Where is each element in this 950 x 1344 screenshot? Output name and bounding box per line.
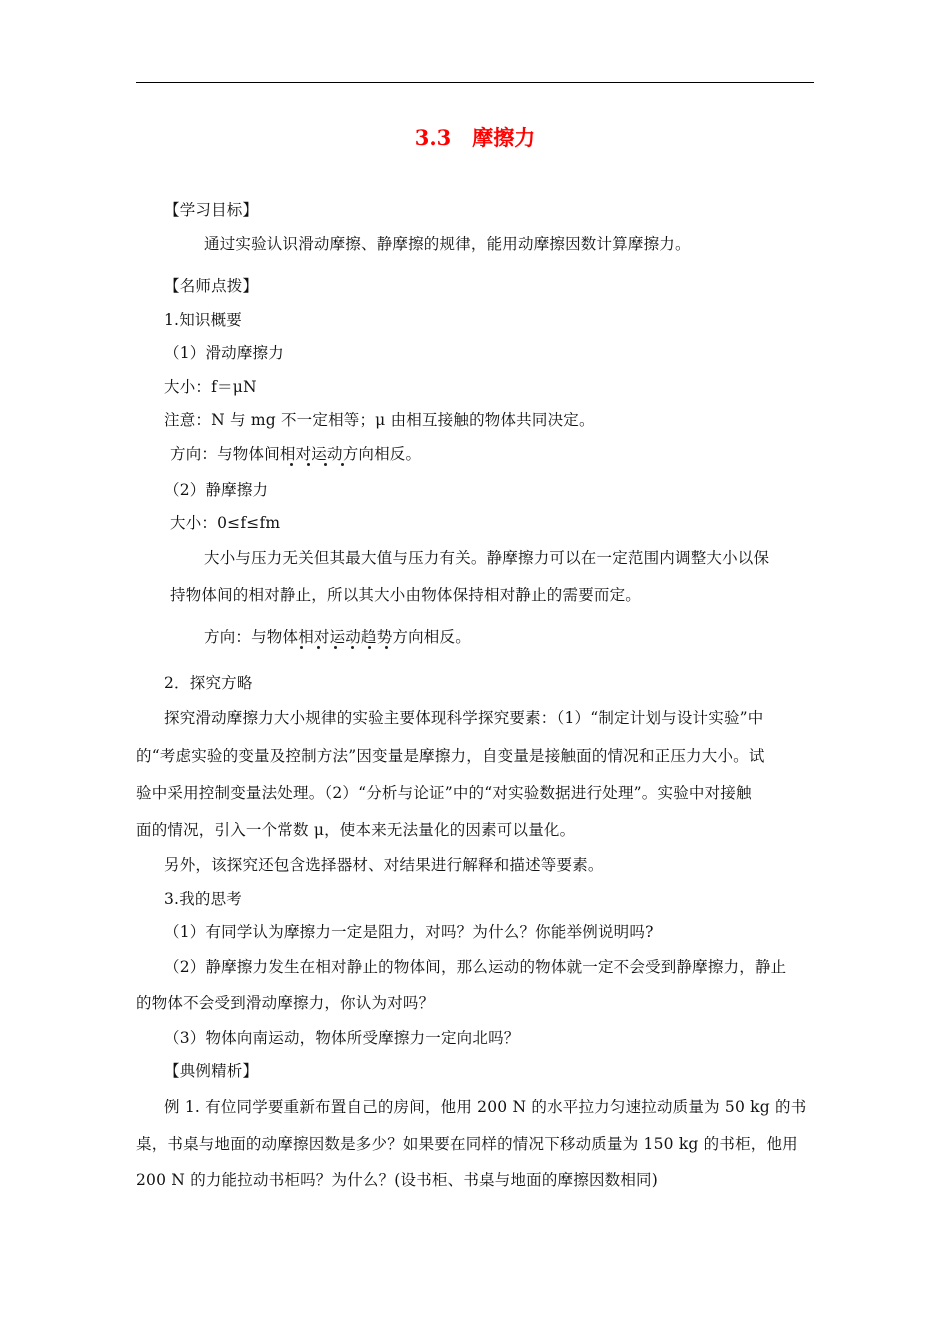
thinking-q3: （3）物体向南运动，物体所受摩擦力一定向北吗？ [164, 1029, 520, 1047]
page-title: 3.3 摩擦力 [414, 125, 536, 150]
strategy-line3: 验中采用控制变量法处理。（2）“分析与论证”中的“对实验数据进行处理”。实验中对接触 [136, 784, 752, 802]
thinking-q2-line1: （2）静摩擦力发生在相对静止的物体间，那么运动的物体就一定不会受到静摩擦力，静止 [164, 958, 787, 976]
objectives-text: 通过实验认识滑动摩擦、静摩擦的规律，能用动摩擦因数计算摩擦力。 [204, 235, 691, 253]
static-direction: 方向：与物体相对运动趋势方向相反。 [204, 628, 471, 646]
example1-line2: 桌，书桌与地面的动摩擦因数是多少？如果要在同样的情况下移动质量为 150 kg 的书柜，他用 [136, 1135, 798, 1153]
objectives-heading: 【学习目标】 [164, 201, 259, 219]
strategy-line2: 的“考虑实验的变量及控制方法”因变量是摩擦力，自变量是接触面的情况和正压力大小。试 [136, 747, 765, 765]
thinking-q2-line2: 的物体不会受到滑动摩擦力，你认为对吗？ [136, 994, 435, 1012]
section1-title: 1.知识概要 [164, 311, 242, 329]
static-paragraph-line1: 大小与压力无关但其最大值与压力有关。静摩擦力可以在一定范围内调整大小以保 [204, 549, 770, 567]
thinking-title: 3.我的思考 [164, 890, 242, 908]
static-size: 大小：0≤f≤fm [170, 514, 281, 532]
examples-heading: 【典例精析】 [164, 1062, 259, 1080]
example1-line3: 200 N 的力能拉动书柜吗？为什么？(设书柜、书桌与地面的摩擦因数相同) [136, 1171, 658, 1189]
static-title: （2）静摩擦力 [164, 481, 269, 499]
strategy-line1: 探究滑动摩擦力大小规律的实验主要体现科学探究要素：（1）“制定计划与设计实验”中 [164, 709, 764, 727]
sliding-size: 大小：f＝μN [164, 378, 257, 396]
sliding-direction: 方向：与物体间相对运动方向相反。 [170, 445, 422, 463]
strategy-title: 2．探究方略 [164, 674, 253, 692]
static-paragraph-line2: 持物体间的相对静止，所以其大小由物体保持相对静止的需要而定。 [170, 586, 642, 604]
guidance-heading: 【名师点拨】 [164, 277, 259, 295]
strategy-line5: 另外，该探究还包含选择器材、对结果进行解释和描述等要素。 [164, 856, 604, 874]
thinking-q1: （1）有同学认为摩擦力一定是阻力，对吗？为什么？你能举例说明吗? [164, 923, 654, 941]
sliding-note: 注意：N 与 mg 不一定相等；μ 由相互接触的物体共同决定。 [164, 411, 595, 429]
example1-line1: 例 1. 有位同学要重新布置自己的房间，他用 200 N 的水平拉力匀速拉动质量为 50 kg 的书 [164, 1098, 807, 1116]
sliding-title: （1）滑动摩擦力 [164, 344, 284, 362]
header-rule [136, 82, 814, 83]
strategy-line4: 面的情况，引入一个常数 μ，使本来无法量化的因素可以量化。 [136, 821, 576, 839]
